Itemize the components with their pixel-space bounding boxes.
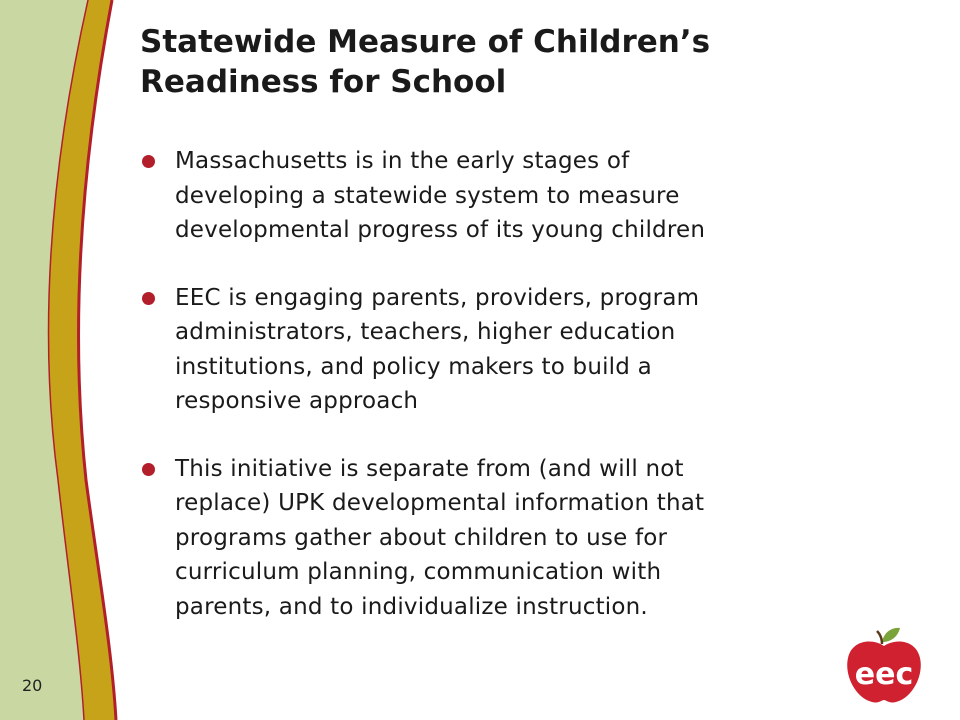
bullet-item (140, 281, 860, 419)
bullet-line: developmental progress of its young children (175, 217, 706, 243)
bullet-dot-icon (142, 292, 155, 305)
bullet-line: parents, and to individualize instruction. (175, 593, 648, 620)
bullet-line: Massachusetts is in the early stages of (175, 148, 630, 174)
title-line-2: Readiness for School (140, 64, 507, 100)
title-line-1: Statewide Measure of Children’s (140, 24, 711, 60)
apple-leaf-icon (882, 628, 900, 642)
bullet-line: administrators, teachers, higher education (175, 319, 676, 345)
bullet-item (140, 144, 860, 248)
eec-apple-logo (842, 626, 926, 706)
bullet-line: EEC is engaging parents, providers, program (175, 284, 700, 311)
bullet-list (140, 144, 860, 657)
decorative-side-band (0, 0, 140, 720)
bullet-line: institutions, and policy makers to build a (175, 353, 652, 380)
bullet-line: curriculum planning, communication with (175, 559, 662, 585)
slide-number: 20 (22, 676, 43, 695)
bullet-line: This initiative is separate from (and will not (175, 455, 684, 482)
bullet-dot-icon (142, 463, 155, 476)
bullet-line: replace) UPK developmental information that (175, 490, 705, 516)
logo-text: eec (854, 657, 914, 692)
bullet-item (140, 452, 860, 625)
bullet-line: developing a statewide system to measure (175, 182, 680, 209)
bullet-line: responsive approach (175, 388, 419, 414)
apple-stem-icon (877, 631, 882, 644)
bullet-dot-icon (142, 155, 155, 168)
bullet-line: programs gather about children to use for (175, 524, 668, 551)
slide-title (140, 22, 930, 102)
